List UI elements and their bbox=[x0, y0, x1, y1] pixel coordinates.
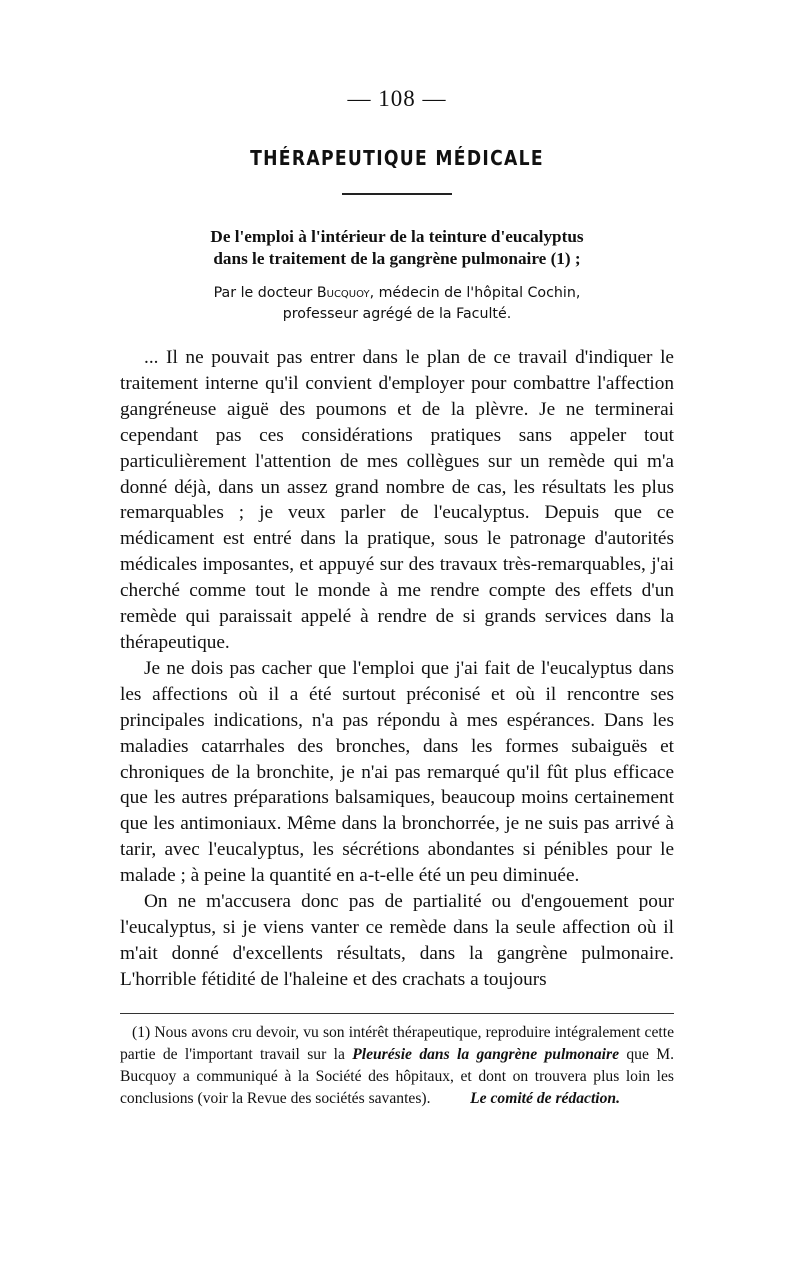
footnote-signature: Le comité de rédaction. bbox=[470, 1090, 620, 1107]
footnote-text-start: (1) Nous avons cru devoir, vu son intérêt thérapeutique, reproduire intégralement cette partie de l'important travail sur la bbox=[120, 1024, 674, 1063]
page-number: — 108 — bbox=[347, 86, 447, 111]
byline-line-1 bbox=[120, 283, 674, 304]
article-heading bbox=[120, 226, 674, 270]
body-paragraph-1: ... Il ne pouvait pas entrer dans le plan de ce travail d'indiquer le traitement interne qu'il convient d'employer pour combattre l'affection gangréneuse aiguë des poumons et de la plèvre. Je ne terminerai cependant pas ces considérations pratiques sans appeler tout particulièrement l'attention de mes collègues sur un remède qui m'a donné déjà, dans un assez grand nombre de cas, les résultats les plus remarquables ; je veux parler de l'eucalyptus. Depuis que ce médicament est entré dans la pratique, sous le patronage d'autorités médicales imposantes, et appuyé sur des travaux très-remarquables, j'ai cherché comme tout le monde à me rendre compte des effets d'un remède qui paraissait appelé à rendre de si grands services dans la thérapeutique. bbox=[120, 347, 674, 653]
article-byline bbox=[120, 283, 674, 325]
article-heading-line-2: dans le traitement de la gangrène pulmonaire (1) ; bbox=[213, 249, 581, 268]
footnote-divider bbox=[120, 1013, 674, 1014]
byline-author: Bucquoy bbox=[316, 285, 370, 301]
footnote-text bbox=[120, 1022, 674, 1110]
byline-suffix: , médecin de l'hôpital Cochin, bbox=[369, 285, 581, 301]
footnote-text-end: que M. Bucquoy a communiqué à la Société des hôpitaux, et dont on trouvera plus loin les conclusions (voir la Revue des sociétés savantes). bbox=[120, 1046, 674, 1107]
body-paragraph-3: On ne m'accusera donc pas de partialité ou d'engouement pour l'eucalyptus, si je viens vanter ce remède dans la seule affection où il m'ait donné d'excellents résultats, dans la gangrène pulmonaire. L'horrible fétidité de l'haleine et des crachats a toujours bbox=[120, 891, 674, 990]
footnote-cited-title: Pleurésie dans la gangrène pulmonaire bbox=[352, 1046, 620, 1063]
title-divider bbox=[342, 193, 452, 195]
section-title: THÉRAPEUTIQUE MÉDICALE bbox=[250, 146, 544, 170]
byline-line-2: professeur agrégé de la Faculté. bbox=[282, 306, 512, 322]
article-body bbox=[120, 345, 674, 993]
article-heading-line-1: De l'emploi à l'intérieur de la teinture d'eucalyptus bbox=[210, 227, 584, 246]
footnote bbox=[120, 1022, 674, 1110]
byline-prefix: Par le docteur bbox=[213, 285, 317, 301]
body-paragraph-2: Je ne dois pas cacher que l'emploi que j'ai fait de l'eucalyptus dans les affections où il a été surtout préconisé et où il rencontre ses principales indications, n'a pas répondu à mes espérances. Dans les maladies catarrhales des bronches, dans les formes subaiguës et chroniques de la bronchite, je n'ai pas remarqué qu'il fût plus efficace que les autres préparations balsamiques, beaucoup moins certainement que les antimoniaux. Même dans la bronchorrée, je ne suis pas arrivé à tarir, avec l'eucalyptus, les sécrétions abondantes si pénibles pour le malade ; à peine la quantité en a-t-elle été un peu diminuée. bbox=[120, 657, 674, 887]
document-page bbox=[120, 0, 674, 1262]
